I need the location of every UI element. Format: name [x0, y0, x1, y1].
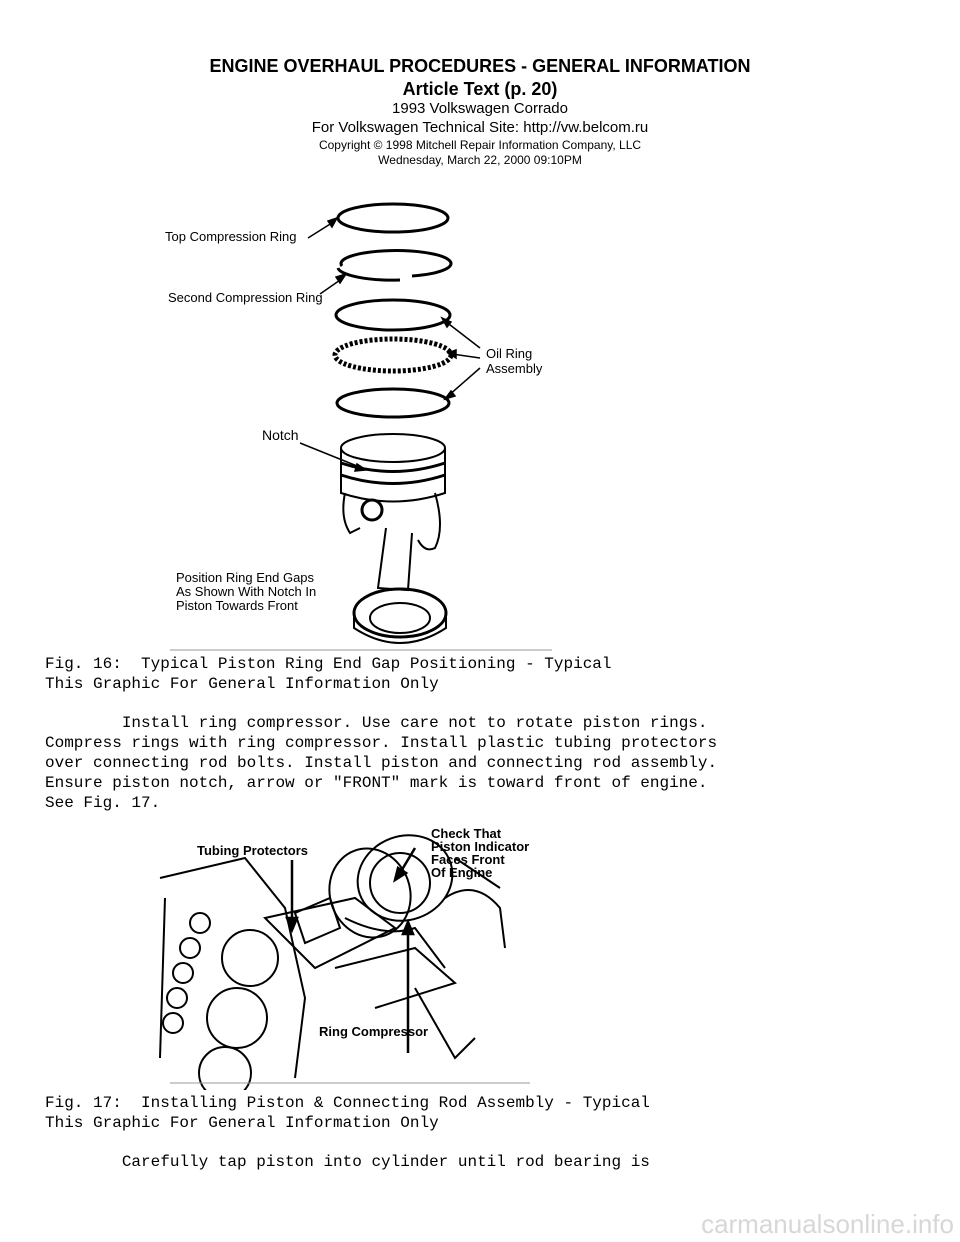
paragraph-line: Install ring compressor. Use care not to rotate piston rings. [45, 714, 708, 732]
page-subtitle: Article Text (p. 20) [402, 79, 558, 99]
label-position-3: Piston Towards Front [176, 598, 298, 613]
paragraph-line: See Fig. 17. [45, 794, 161, 812]
figure-16-note: This Graphic For General Information Only [45, 675, 439, 693]
paragraph-line: Compress rings with ring compressor. Install plastic tubing protectors [45, 734, 718, 752]
paragraph-line: Carefully tap piston into cylinder until rod bearing is [45, 1153, 650, 1171]
watermark: carmanualsonline.info [701, 1209, 954, 1239]
copyright-line: Copyright © 1998 Mitchell Repair Information Company, LLC [318, 138, 642, 152]
label-tubing-protectors: Tubing Protectors [197, 843, 308, 858]
paragraph-line: Ensure piston notch, arrow or "FRONT" mark is toward front of engine. [45, 774, 708, 792]
date-line: Wednesday, March 22, 2000 09:10PM [378, 153, 582, 167]
label-check-3: Faces Front [431, 852, 505, 867]
label-check-2: Piston Indicator [431, 839, 530, 854]
label-position-2: As Shown With Notch In [176, 584, 317, 599]
label-position-1: Position Ring End Gaps [176, 570, 315, 585]
label-top-ring: Top Compression Ring [165, 229, 297, 244]
page-title: ENGINE OVERHAUL PROCEDURES - GENERAL INFORMATION [209, 56, 751, 76]
paragraph-line: over connecting rod bolts. Install piston and connecting rod assembly. [45, 754, 718, 772]
figure-17-caption: Fig. 17: Installing Piston & Connecting Rod Assembly - Typical [45, 1094, 650, 1112]
figure-16-illustration [150, 188, 560, 658]
site-line: For Volkswagen Technical Site: http://vw.belcom.ru [311, 119, 649, 136]
figure-17-illustration [155, 818, 535, 1090]
label-oil-ring-assembly: Assembly [486, 361, 543, 376]
vehicle-model: 1993 Volkswagen Corrado [392, 100, 568, 117]
label-ring-compressor: Ring Compressor [319, 1024, 429, 1039]
label-oil-ring: Oil Ring [486, 346, 533, 361]
figure-16-caption: Fig. 16: Typical Piston Ring End Gap Positioning - Typical [45, 655, 612, 673]
figure-17-note: This Graphic For General Information Only [45, 1114, 439, 1132]
label-check-4: Of Engine [431, 865, 493, 880]
label-check-1: Check That [431, 826, 502, 841]
label-second-ring: Second Compression Ring [168, 290, 323, 305]
label-notch: Notch [262, 427, 299, 443]
